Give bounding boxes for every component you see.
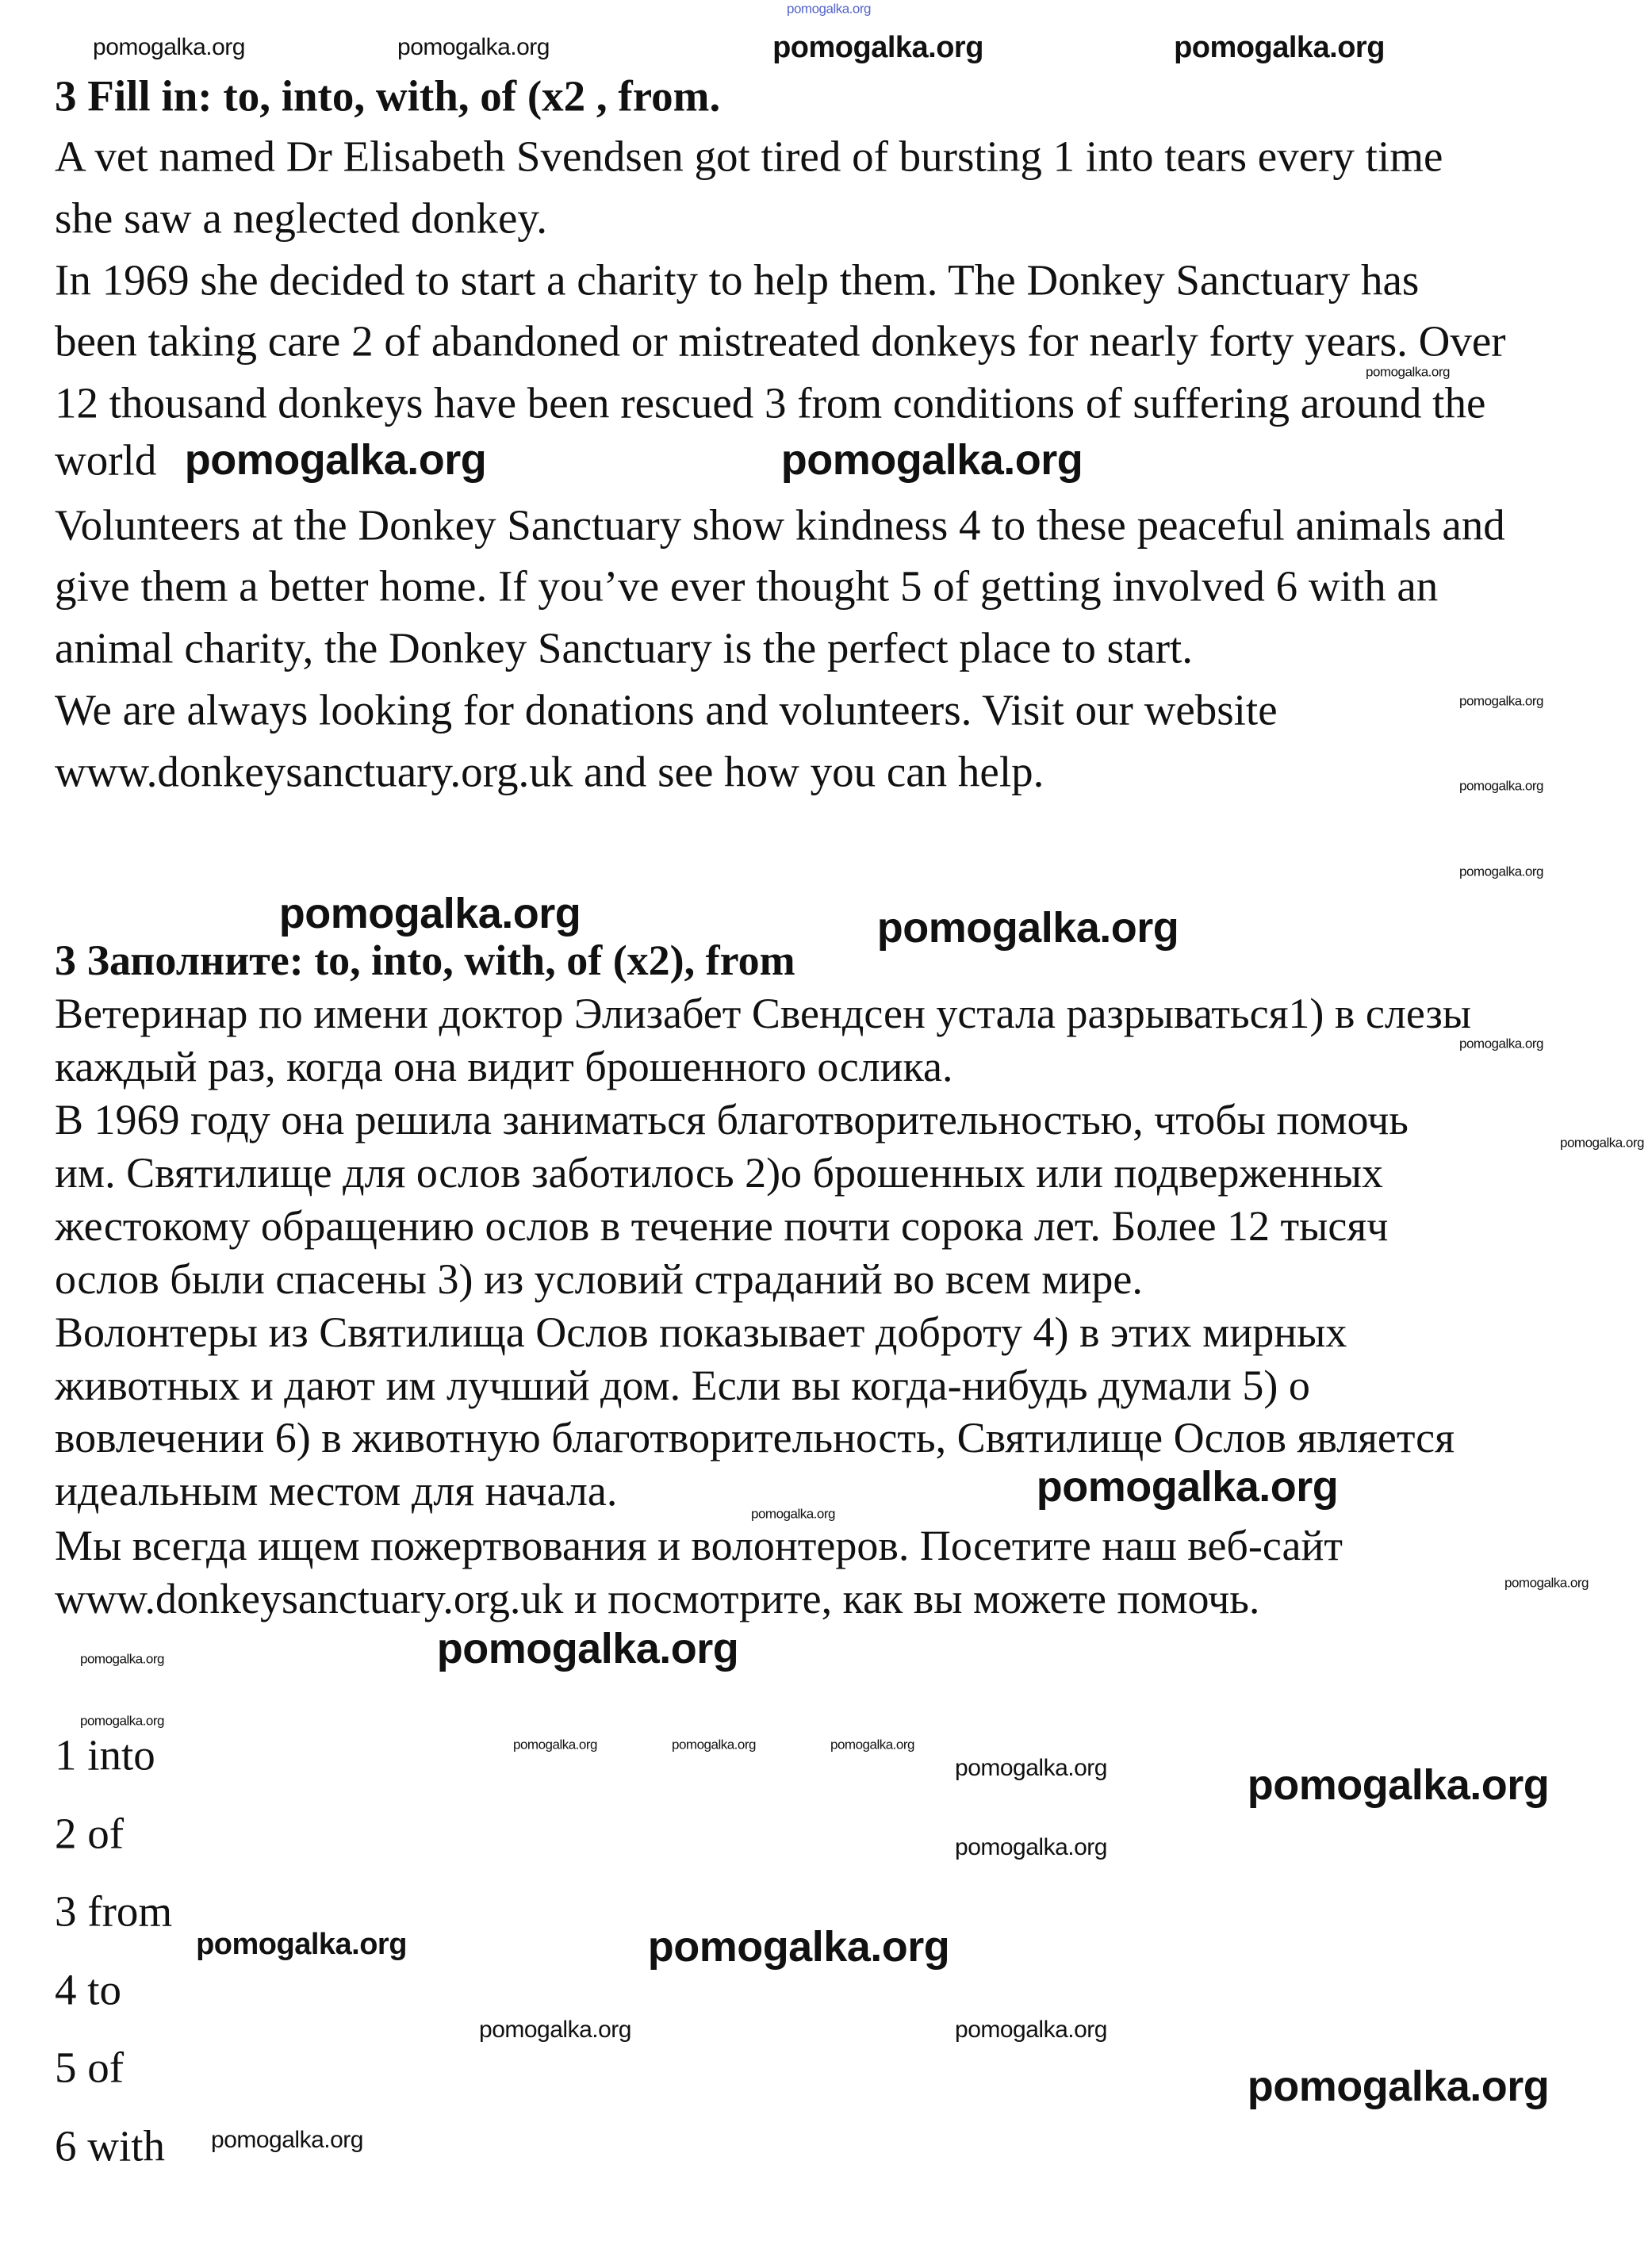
watermark: pomogalka.org <box>876 904 1179 952</box>
watermark: pomogalka.org <box>780 436 1083 484</box>
russian-line: животных и дают им лучший дом. Если вы когда-нибудь думали 5) о <box>55 1362 1310 1409</box>
answer-item: 5 of <box>55 2043 125 2092</box>
russian-line: Ветеринар по имени доктор Элизабет Свендсен устала разрываться1) в слезы <box>55 990 1472 1037</box>
answer-item: 1 into <box>55 1730 155 1779</box>
watermark: pomogalka.org <box>1504 1575 1589 1591</box>
watermark: pomogalka.org <box>787 1 871 17</box>
answer-item: 3 from <box>55 1887 173 1936</box>
answer-item: 6 with <box>55 2121 166 2170</box>
watermark: pomogalka.org <box>672 1737 756 1753</box>
english-line: animal charity, the Donkey Sanctuary is the perfect place to start. <box>55 623 1194 672</box>
watermark: pomogalka.org <box>93 34 245 60</box>
watermark: pomogalka.org <box>751 1506 835 1522</box>
russian-line: им. Святилище для ослов заботилось 2)о брошенных или подверженных <box>55 1149 1384 1197</box>
watermark: pomogalka.org <box>1459 778 1543 794</box>
watermark: pomogalka.org <box>1247 2063 1550 2110</box>
watermark: pomogalka.org <box>1174 31 1385 64</box>
english-line: We are always looking for donations and volunteers. Visit our website <box>55 685 1278 734</box>
english-title: 3 Fill in: to, into, with, of (x2 , from. <box>55 71 721 121</box>
watermark: pomogalka.org <box>436 1625 739 1672</box>
english-line: Volunteers at the Donkey Sanctuary show kindness 4 to these peaceful animals and <box>55 500 1505 550</box>
english-line: A vet named Dr Elisabeth Svendsen got tired of bursting 1 into tears every time <box>55 132 1443 181</box>
russian-line: идеальным местом для начала. <box>55 1467 618 1515</box>
russian-line: www.donkeysanctuary.org.uk и посмотрите, как вы можете помочь. <box>55 1575 1260 1622</box>
watermark: pomogalka.org <box>1459 1036 1543 1052</box>
answer-item: 4 to <box>55 1965 122 2014</box>
watermark: pomogalka.org <box>184 436 487 484</box>
watermark: pomogalka.org <box>1036 1463 1339 1511</box>
watermark: pomogalka.org <box>479 2017 631 2043</box>
watermark: pomogalka.org <box>513 1737 597 1753</box>
english-line: give them a better home. If you’ve ever thought 5 of getting involved 6 with an <box>55 561 1439 611</box>
watermark: pomogalka.org <box>955 1834 1107 1860</box>
answer-item: 2 of <box>55 1809 125 1858</box>
russian-line: ослов были спасены 3) из условий страданий во всем мире. <box>55 1255 1143 1303</box>
english-line: In 1969 she decided to start a charity to help them. The Donkey Sanctuary has <box>55 255 1420 305</box>
watermark: pomogalka.org <box>80 1651 164 1667</box>
russian-title: 3 Заполните: to, into, with, of (x2), from <box>55 937 795 984</box>
watermark: pomogalka.org <box>1560 1135 1644 1151</box>
russian-line: каждый раз, когда она видит брошенного ослика. <box>55 1043 953 1090</box>
watermark: pomogalka.org <box>647 1923 950 1971</box>
watermark: pomogalka.org <box>830 1737 914 1753</box>
watermark: pomogalka.org <box>955 2017 1107 2043</box>
watermark: pomogalka.org <box>211 2127 363 2153</box>
english-line: www.donkeysanctuary.org.uk and see how you can help. <box>55 747 1044 796</box>
watermark: pomogalka.org <box>1366 364 1450 380</box>
russian-line: В 1969 году она решила заниматься благотворительностью, чтобы помочь <box>55 1096 1409 1143</box>
english-line: 12 thousand donkeys have been rescued 3 from conditions of suffering around the <box>55 378 1486 427</box>
watermark: pomogalka.org <box>397 34 550 60</box>
russian-line: вовлечении 6) в животную благотворительность, Святилище Ослов является <box>55 1414 1455 1461</box>
watermark: pomogalka.org <box>196 1928 407 1961</box>
watermark: pomogalka.org <box>1459 864 1543 879</box>
watermark: pomogalka.org <box>955 1755 1107 1781</box>
watermark: pomogalka.org <box>278 890 581 937</box>
russian-line: Волонтеры из Святилища Ослов показывает доброту 4) в этих мирных <box>55 1308 1347 1356</box>
russian-line: Мы всегда ищем пожертвования и волонтеров. Посетите наш веб-сайт <box>55 1522 1343 1569</box>
english-line: world <box>55 435 157 485</box>
watermark: pomogalka.org <box>1459 693 1543 709</box>
watermark: pomogalka.org <box>80 1713 164 1729</box>
english-line: been taking care 2 of abandoned or mistreated donkeys for nearly forty years. Over <box>55 316 1506 366</box>
watermark: pomogalka.org <box>1247 1761 1550 1809</box>
watermark: pomogalka.org <box>772 31 983 64</box>
russian-line: жестокому обращению ослов в течение почти сорока лет. Более 12 тысяч <box>55 1202 1389 1250</box>
english-line: she saw a neglected donkey. <box>55 193 548 243</box>
